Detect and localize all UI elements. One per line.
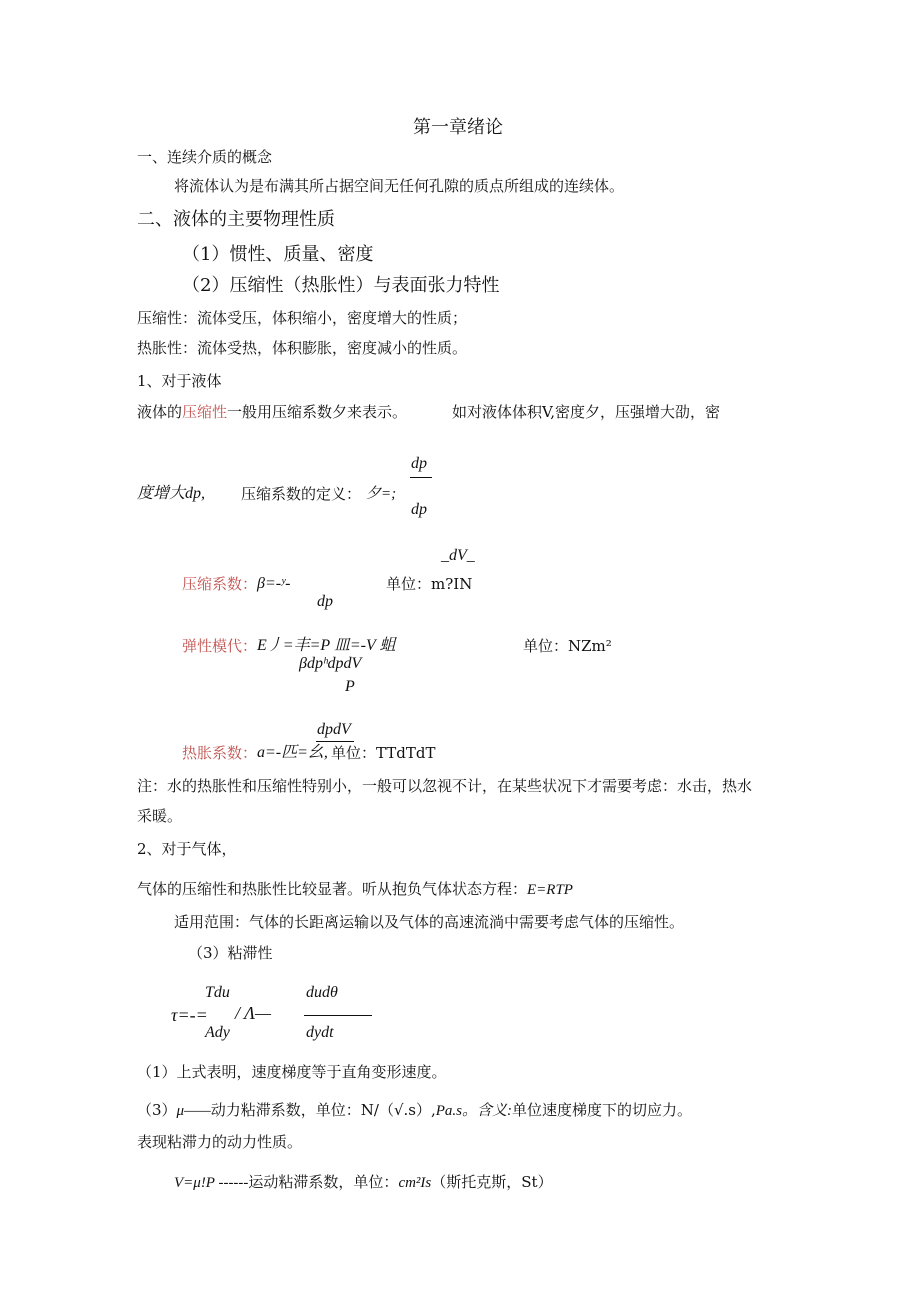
dyn-visc-index: （3）: [137, 1101, 177, 1119]
gas-scope: 适用范围：气体的长距离运输以及气体的高速流淌中需要考虑气体的压缩性。: [174, 913, 685, 931]
tau-numerator-2: dudθ: [306, 984, 338, 1001]
gas-line-text: 气体的压缩性和热胀性比较显著。听从抱负气体状态方程：: [137, 880, 528, 898]
section-heading-continuum: 一、连续介质的概念: [137, 148, 273, 166]
alpha-numerator: dpdV: [317, 721, 351, 738]
dyn-visc-unit: Pa.s。含义:: [435, 1103, 512, 1119]
dyn-visc-text: 动力粘滞系数，单位：N/（√.s）,: [210, 1101, 436, 1119]
tau-middle: / Λ—: [235, 1003, 272, 1023]
fraction1-numerator: dp: [411, 455, 427, 472]
nu-text: 运动粘滞系数，单位：: [248, 1173, 399, 1191]
liquid-line: [137, 405, 407, 420]
dyn-visc-meaning: 单位速度梯度下的切应力。: [512, 1101, 693, 1119]
item-inertia: （1）惯性、质量、密度: [182, 244, 374, 265]
liquid-line-text-a: 液体的: [137, 403, 183, 421]
elastic-modulus-expression: E丿=丰=P 皿=-V 蛆: [257, 637, 396, 654]
tau-fraction-bar: [304, 1015, 372, 1016]
section-heading-properties: 二、液体的主要物理性质: [137, 209, 335, 230]
gas-line: [137, 882, 573, 898]
tau-denominator-2: dydt: [306, 1024, 334, 1041]
beta-expression: β=-ʸ-: [257, 575, 291, 592]
tau-equation: τ=-=: [171, 1005, 208, 1025]
compressibility-def-expr: 夕=;: [366, 486, 397, 502]
velocity-gradient-statement: （1）上式表明，速度梯度等于直角变形速度。: [137, 1063, 447, 1081]
liquid-line-text-b: 一般用压缩系数夕来表示。: [227, 403, 408, 421]
thermal-expansion-definition: 热胀性：流体受热，体积膨胀，密度减小的性质。: [137, 339, 468, 357]
nu-tail: （斯托克斯，St）: [431, 1173, 553, 1191]
item-compressibility: （2）压缩性（热胀性）与表面张力特性: [182, 275, 500, 296]
thermal-coefficient-label: 热胀系数：: [182, 744, 258, 762]
elastic-modulus-unit: 单位：NZm²: [523, 637, 612, 655]
compressibility-definition: 压缩性：流体受压，体积缩小，密度增大的性质；: [137, 309, 468, 327]
page-title: 第一章绪论: [413, 117, 503, 138]
beta-unit: 单位：m?IN: [386, 575, 473, 593]
dynamic-viscosity-line-2: 表现粘滞力的动力性质。: [137, 1133, 303, 1151]
alpha-fraction-bar: [316, 741, 354, 742]
continuum-definition: 将流体认为是布满其所占据空间无任何孔隙的质点所组成的连续体。: [174, 177, 625, 195]
density-increase-text: 度增大dp,: [137, 485, 206, 502]
beta-numerator: _dV_: [441, 547, 475, 564]
fraction1-denominator: dp: [411, 501, 427, 518]
tau-numerator-1: Tdu: [205, 984, 230, 1001]
gas-heading: 2、对于气体，: [137, 840, 237, 858]
nu-unit: cm²Is: [398, 1175, 432, 1191]
liquid-line-highlight: 压缩性: [182, 403, 228, 421]
item-viscosity: （3）粘滞性: [188, 944, 273, 962]
note-line-2: 采暖。: [137, 807, 183, 825]
tau-denominator-1: Ady: [205, 1024, 230, 1041]
elastic-modulus-label: 弹性模代：: [182, 637, 258, 655]
mu-symbol: μ——: [176, 1103, 211, 1119]
thermal-coefficient-unit: 单位：TTdTdT: [331, 744, 436, 762]
elastic-modulus-sub2: P: [345, 678, 355, 695]
nu-expression: V=μ!P ------: [174, 1175, 249, 1191]
compressibility-def-label: 压缩系数的定义：: [241, 485, 362, 503]
kinematic-viscosity-line: [174, 1175, 553, 1191]
thermal-coefficient-expression: a=-匹=幺,: [257, 744, 328, 761]
gas-state-equation: E=RTP: [527, 882, 573, 898]
liquid-line-continued: 如对液体体积V,密度夕，压强增大劭，密: [452, 403, 720, 421]
fraction1-bar: [410, 477, 432, 478]
beta-label: 压缩系数：: [182, 575, 258, 593]
beta-denominator: dp: [317, 593, 333, 610]
elastic-modulus-sub: βdpʰdpdV: [299, 655, 362, 672]
dynamic-viscosity-line: [137, 1103, 692, 1119]
liquid-heading: 1、对于液体: [137, 372, 222, 390]
note-line-1: 注：水的热胀性和压缩性特别小，一般可以忽视不计，在某些状况下才需要考虑：水击，热水: [137, 777, 753, 795]
